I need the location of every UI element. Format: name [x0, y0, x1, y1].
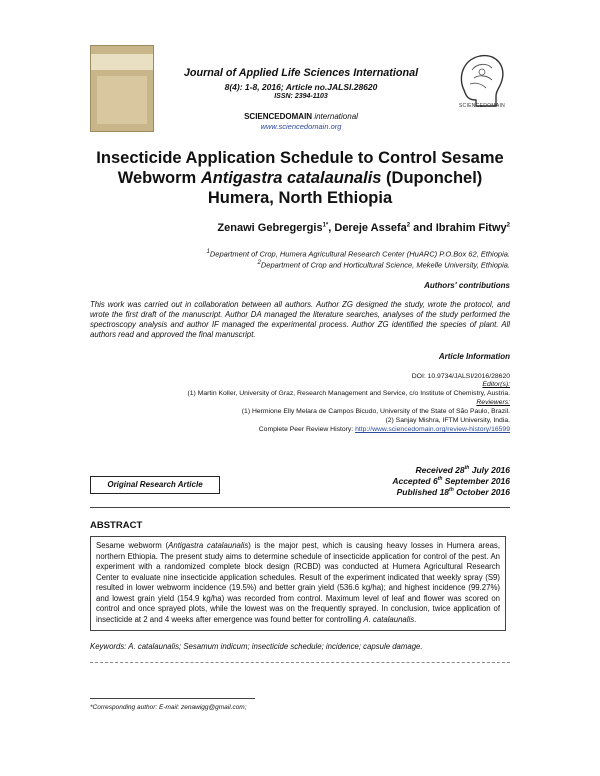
author-name: Dereje Assefa [334, 222, 407, 234]
publisher-url[interactable]: www.sciencedomain.org [260, 122, 342, 131]
article-info-heading: Article Information [438, 352, 510, 361]
divider [90, 507, 510, 508]
received-date: Received 28th July 2016 [415, 465, 510, 475]
affiliation: $^2$Department of Crop and Horticultural Science, Mekelle University, Ethiopia. [257, 260, 510, 270]
affiliation: $^1$Department of Crop, Humera Agricultural Research Center (HuARC) P.O.Box 62, Ethiopia. [206, 249, 510, 259]
abstract-text: Sesame webworm (Antigastra catalaunalis) is the major pest, which is causing heavy losses in Humera areas, northern Ethiopia. The present study aims to determine schedule of insecticide application for control of the pest. An experiment with a randomized complete block design (RCBD) was conducted at Humera Agricultural Research Center to evaluate nine insecticide application schedules. Result of the experiment indicated that weekly spray (S9) resulted in lower webworm incidence (19.5%) and better grain yield (536.6 kg/ha); and highest incidence (99.27%) and lowest grain yield (154.9 kg/ha) was recorded from control. Maximum level of leaf and flower was scored on control and once sprayed plots, while the lowest was on the frequently sprayed. In conclusion, twice application of insecticide at 2 and 4 weeks after emergence was found better for controlling A. catalaunalis. [90, 536, 506, 631]
publisher-logo-label: SCIENCEDOMAIN [458, 103, 506, 109]
contributions-text: This work was carried out in collaboration between all authors. Author ZG designed the study, wrote the protocol, and wrote the first draft of the manuscript. Author DA managed the literature searches, analyses of the study performed the spectroscopy analysis and author IF managed the experimental process. Author ZG identified the species of plant. All authors read and approved the final manuscript. [90, 300, 510, 339]
contributions-heading: Authors' contributions [424, 281, 510, 290]
reviewers-label: Reviewers: [476, 399, 510, 406]
abstract-heading: ABSTRACT [90, 520, 143, 531]
accepted-date: Accepted 6th September 2016 [392, 476, 510, 486]
reviewer-entry: (2) Sanjay Mishra, IFTM University, India. [385, 417, 510, 424]
author-list: Zenawi Gebregergis$^{1*}$, Dereje Assefa$^2$ and Ibrahim Fitwy$^2$ [217, 222, 510, 234]
author-name: Zenawi Gebregergis [217, 222, 323, 234]
journal-cover-thumbnail [90, 45, 154, 132]
review-history: Complete Peer Review History: http://www.sciencedomain.org/review-history/16599 [258, 426, 510, 433]
reviewer-entry: (1) Hermione Elly Melara de Campos Bicudo, University of the State of São Paulo, Brazil. [241, 408, 510, 415]
journal-title: Journal of Applied Life Sciences International [183, 67, 419, 79]
publisher-name: SCIENCEDOMAIN international [244, 112, 358, 121]
review-history-link[interactable]: http://www.sciencedomain.org/review-history/16599 [355, 426, 510, 433]
published-date: Published 18th October 2016 [396, 487, 510, 497]
editors-label: Editor(s): [482, 381, 510, 388]
footnote-rule [90, 698, 255, 699]
divider [90, 662, 510, 663]
corresponding-author: *Corresponding author: E-mail: zenawigg@gmail.com; [90, 704, 247, 711]
keywords: Keywords: A. catalaunalis; Sesamum indicum; insecticide schedule; incidence; capsule damage. [90, 642, 423, 651]
journal-issue: 8(4): 1-8, 2016; Article no.JALSI.28620 [224, 82, 378, 92]
article-title: Insecticide Application Schedule to Control Sesame Webworm Antigastra catalaunalis (Duponchel) Humera, North Ethiopia [96, 149, 504, 207]
editor-entry: (1) Martin Koller, University of Graz, Research Management and Service, c/o Institute of Chemistry, Austria. [187, 390, 510, 397]
journal-issn: ISSN: 2394-1103 [274, 93, 328, 100]
article-type-badge: Original Research Article [90, 476, 220, 494]
author-name: Ibrahim Fitwy [435, 222, 507, 234]
doi: DOI: 10.9734/JALSI/2016/28620 [411, 373, 510, 380]
